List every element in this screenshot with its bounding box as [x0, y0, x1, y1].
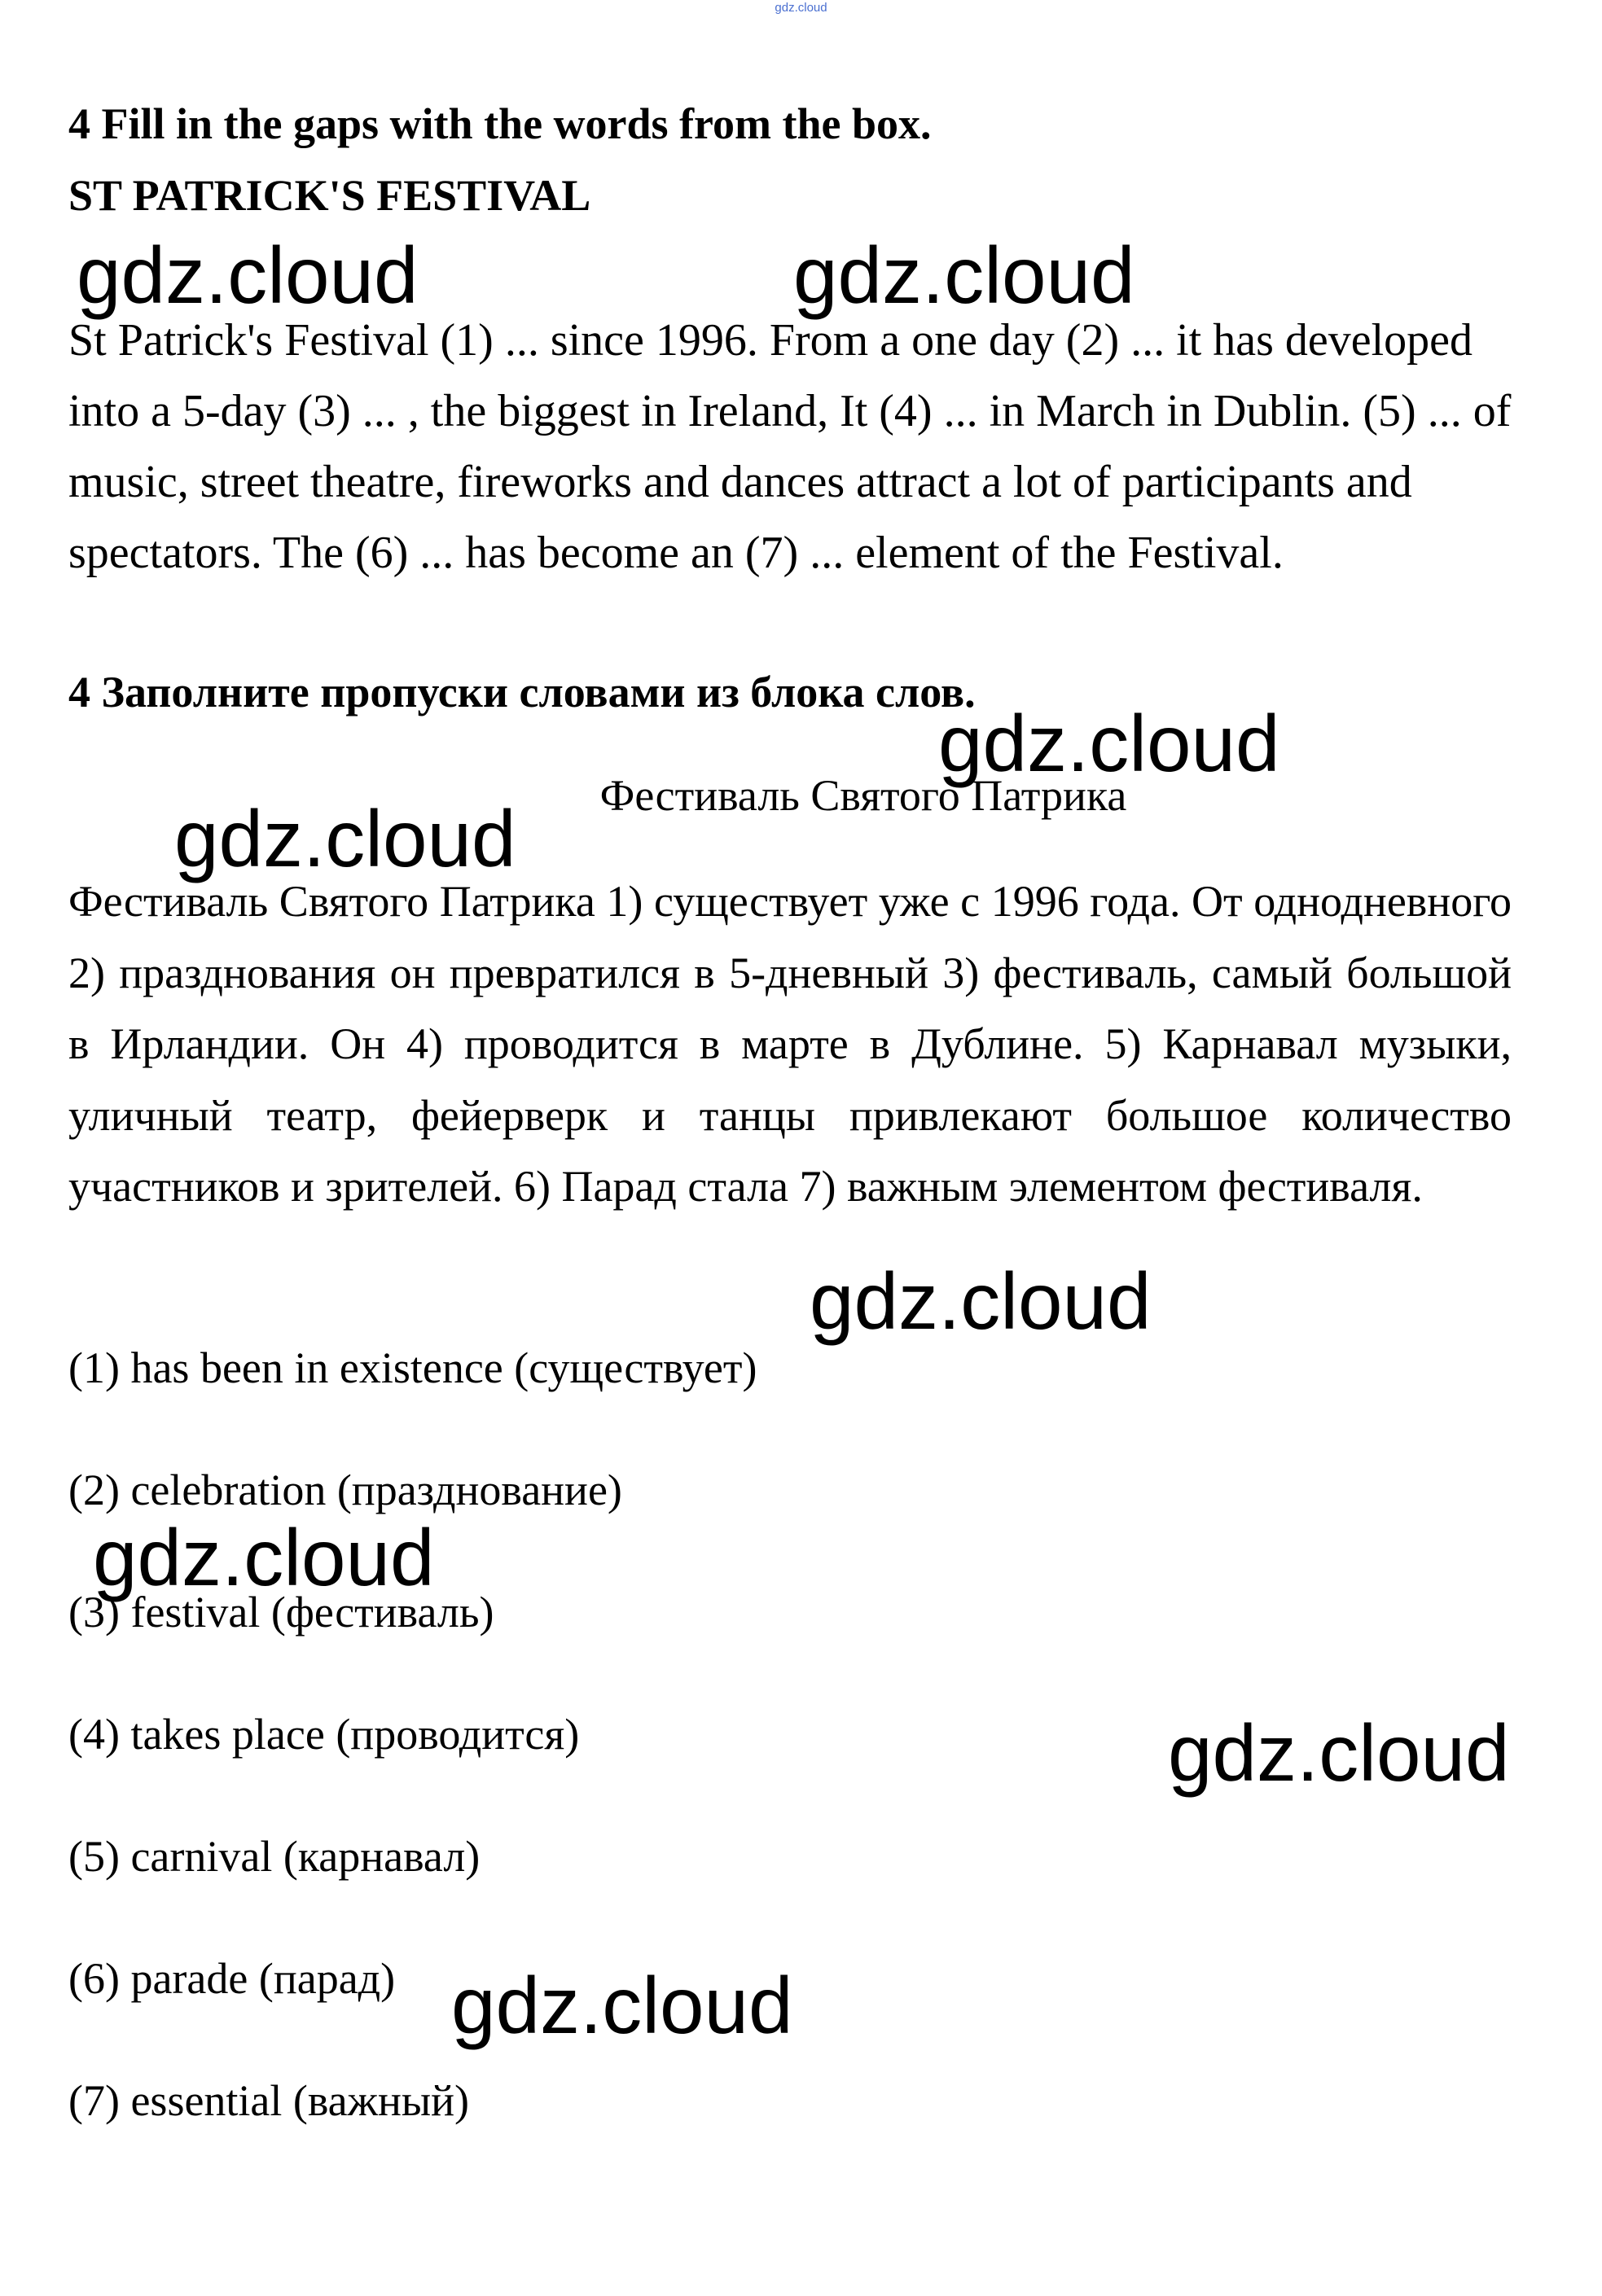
watermark: gdz.cloud [793, 230, 1135, 320]
watermark: gdz.cloud [451, 1961, 793, 2050]
answer-item: (6) parade (парад) [68, 1954, 396, 2003]
answer-item: (4) takes place (проводится) [68, 1710, 580, 1759]
answer-item: (7) essential (важный) [68, 2076, 470, 2125]
watermark: gdz.cloud [93, 1513, 435, 1602]
english-title: ST PATRICK'S FESTIVAL [68, 171, 591, 220]
watermark: gdz.cloud [174, 794, 516, 883]
watermark: gdz.cloud [938, 699, 1280, 788]
answer-item: (1) has been in existence (существует) [68, 1343, 757, 1392]
watermark: gdz.cloud [1168, 1708, 1510, 1798]
watermark: gdz.cloud [77, 230, 419, 320]
answer-item: (5) carnival (карнавал) [68, 1832, 481, 1881]
russian-task-heading: 4 Заполните пропуски словами из блока слов. [68, 668, 976, 716]
russian-paragraph: Фестиваль Святого Патрика 1) существует уже с 1996 года. От однодневного 2) празднования он превратился в 5-дневный 3) фестиваль, самый большой в Ирландии. Он 4) проводится в марте в Дублине. 5) Карнавал музыки, уличный театр, фейерверк и танцы привлекают большое количество участников и зрителей. 6) Парад стала 7) важным элементом фестиваля. [68, 877, 1512, 1211]
watermark: gdz.cloud [810, 1256, 1152, 1346]
english-paragraph: St Patrick's Festival (1) ... since 1996. From a one day (2) ... it has developed into a 5-day (3) ... , the biggest in Ireland, It (4) ... in March in Dublin. (5) ... of music, street theatre, fireworks and dances attract a lot of participants and spectators. The (6) ... has become an (7) ... element of the Festival. [68, 315, 1512, 578]
answer-item: (3) festival (фестиваль) [68, 1588, 494, 1637]
english-task-heading: 4 Fill in the gaps with the words from the box. [68, 99, 932, 148]
answer-item: (2) celebration (празднование) [68, 1466, 622, 1514]
russian-title: Фестиваль Святого Патрика [599, 771, 1127, 820]
top-watermark: gdz.cloud [775, 1, 827, 15]
